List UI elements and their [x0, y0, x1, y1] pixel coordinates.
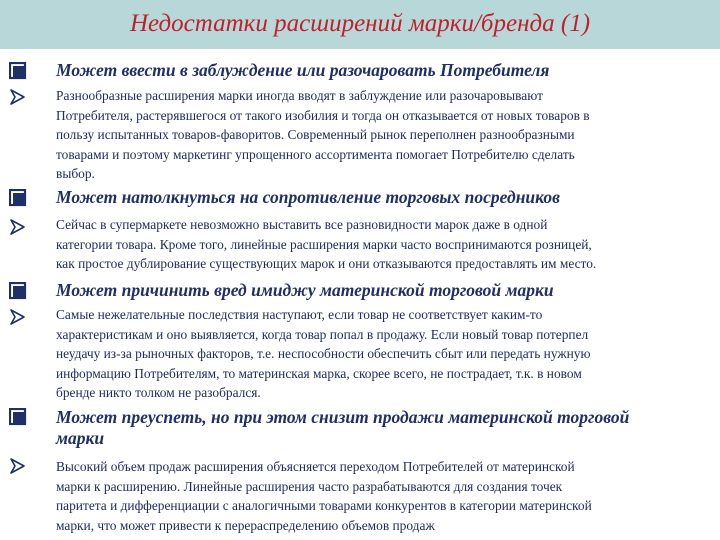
body-line: Сейчас в супермаркете невозможно выставить все разновидности марок даже в одной [56, 217, 548, 232]
square-bullet-icon [9, 282, 27, 300]
heading-line: марки [56, 428, 105, 448]
square-bullet-icon [9, 189, 27, 207]
body-line: как простое дублирование существующих марок и они отказываются предоставлять им место. [56, 256, 597, 271]
arrowhead-bullet-icon [9, 457, 27, 475]
body-line: неудачу из-за рыночных факторов, т.е. неспособности обеспечить сбыт или передать нужную [56, 346, 591, 361]
body-line: марки к расширению. Линейные расширения часто разрабатываются для создания точек [56, 478, 563, 494]
section-heading [56, 407, 716, 449]
body-line: Потребителя, растерявшегося от такого изобилия и тогда он отказывается от новых товаров в [56, 107, 590, 123]
section-body [56, 86, 716, 184]
body-line: марки, что может привести к перераспределению объемов продаж [56, 517, 435, 533]
body-line: категории товара. Кроме того, линейные расширения марки часто воспринимаются розницей, [56, 236, 592, 252]
slide-title: Недостатки расширений марки/бренда (1) [129, 10, 591, 37]
square-bullet-icon [9, 62, 27, 80]
arrowhead-bullet-icon [9, 308, 27, 326]
section-body [56, 305, 716, 403]
section-body [56, 457, 716, 535]
arrowhead-bullet-icon [9, 88, 27, 106]
body-line: бренде никто толком не разобрался. [56, 385, 261, 400]
section-body [56, 215, 716, 274]
body-line: Высокий объем продаж расширения объясняется переходом Потребителей от материнской [56, 459, 575, 474]
body-line: выбор. [56, 166, 95, 181]
body-line: пользу испытанных товаров-фаворитов. Современный рынок переполнен разнообразными [56, 127, 575, 142]
body-line: Самые нежелательные последствия наступают, если товар не соответствует каким-то [56, 307, 543, 322]
section-heading: Может причинить вред имиджу материнской торговой марки [56, 280, 554, 300]
section-heading: Может ввести в заблуждение или разочаровать Потребителя [56, 60, 550, 80]
section-heading: Может натолкнуться на сопротивление торговых посредников [56, 187, 560, 207]
heading-line: Может преуспеть, но при этом снизит продажи материнской торговой [56, 407, 630, 427]
body-line: характеристикам и оно выявляется, когда товар попал в продажу. Если новый товар потерпел [56, 326, 589, 342]
arrowhead-bullet-icon [9, 218, 27, 236]
body-line: Разнообразные расширения марки иногда вводят в заблуждение или разочаровывают [56, 88, 543, 103]
body-line: товарами и поэтому маркетинг упрощенного ассортимента помогает Потребителю сделать [56, 146, 575, 162]
square-bullet-icon [9, 408, 27, 426]
body-line: паритета и дифференциации с аналогичными товарами конкурентов в категории материнской [56, 498, 592, 513]
body-line: информацию Потребителям, то материнская марка, скорее всего, не пострадает, т.к. в новом [56, 365, 582, 381]
